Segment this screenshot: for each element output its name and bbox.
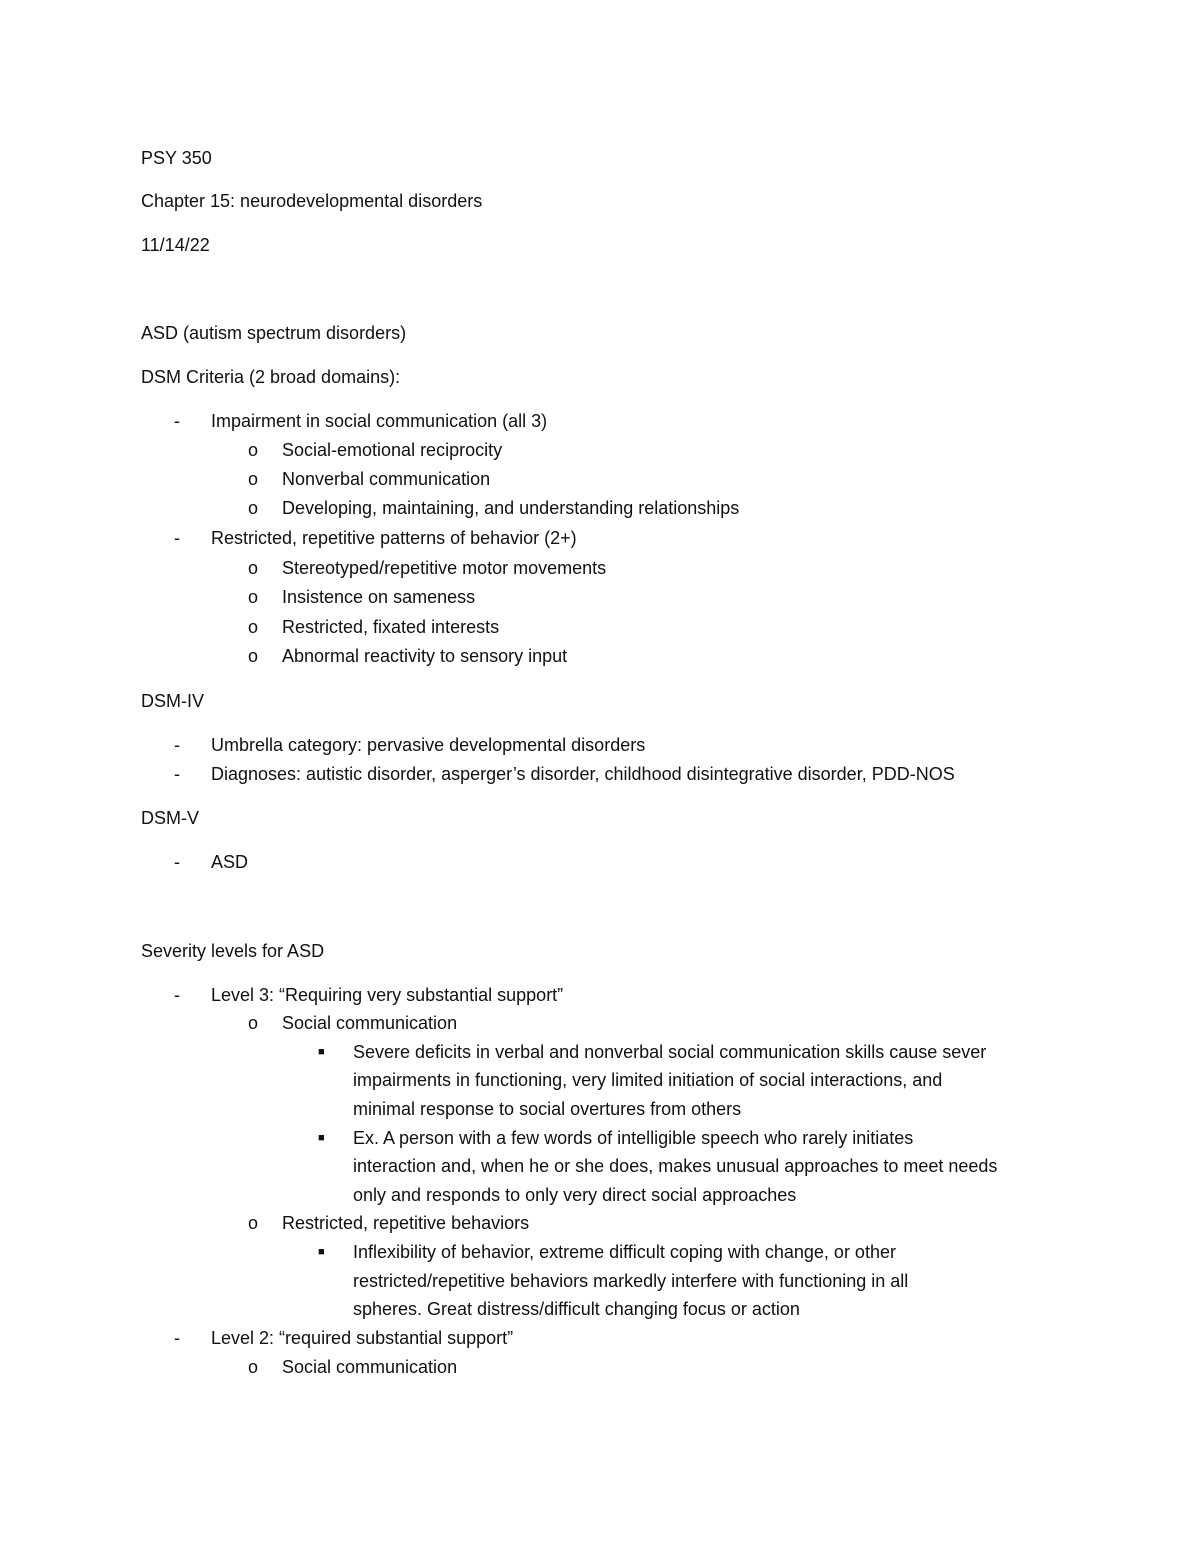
course-title: PSY 350 xyxy=(141,148,212,168)
dash-bullet: - xyxy=(174,1328,180,1348)
list-item: Level 3: “Requiring very substantial support” xyxy=(211,985,564,1005)
list-item-line: impairments in functioning, very limited initiation of social interactions, and xyxy=(353,1070,943,1090)
dash-bullet: - xyxy=(174,735,180,755)
list-item-line: restricted/repetitive behaviors markedly interfere with functioning in all xyxy=(353,1271,909,1291)
dash-bullet: - xyxy=(174,764,180,784)
dash-bullet: - xyxy=(174,528,180,548)
dsm5-heading: DSM-V xyxy=(141,808,199,828)
chapter-title: Chapter 15: neurodevelopmental disorders xyxy=(141,191,483,211)
list-item: Restricted, repetitive behaviors xyxy=(282,1213,530,1233)
list-item-line: Inflexibility of behavior, extreme difficult coping with change, or other xyxy=(353,1242,896,1262)
list-item-line: only and responds to only very direct social approaches xyxy=(353,1185,797,1205)
dash-bullet: - xyxy=(174,985,180,1005)
list-item: Developing, maintaining, and understanding relationships xyxy=(282,498,740,518)
list-item: Umbrella category: pervasive developmental disorders xyxy=(211,735,646,755)
list-item: Level 2: “required substantial support” xyxy=(211,1328,514,1348)
circle-bullet: o xyxy=(248,646,259,666)
list-item-line: Ex. A person with a few words of intelligible speech who rarely initiates xyxy=(353,1128,914,1148)
circle-bullet: o xyxy=(248,617,259,637)
dash-bullet: - xyxy=(174,411,180,431)
list-item: Abnormal reactivity to sensory input xyxy=(282,646,568,666)
list-item: Social communication xyxy=(282,1013,458,1033)
circle-bullet: o xyxy=(248,1213,259,1233)
circle-bullet: o xyxy=(248,1357,259,1377)
dash-bullet: - xyxy=(174,852,180,872)
list-item: Insistence on sameness xyxy=(282,587,476,607)
circle-bullet: o xyxy=(248,587,259,607)
list-item: Diagnoses: autistic disorder, asperger’s disorder, childhood disintegrative disorder, PDD-NOS xyxy=(211,764,955,784)
list-item: ASD xyxy=(211,852,249,872)
severity-heading: Severity levels for ASD xyxy=(141,941,325,961)
list-item: Impairment in social communication (all 3) xyxy=(211,411,548,431)
list-item: Social communication xyxy=(282,1357,458,1377)
list-item-line: Severe deficits in verbal and nonverbal social communication skills cause sever xyxy=(353,1042,987,1062)
list-item: Restricted, repetitive patterns of behavior (2+) xyxy=(211,528,577,548)
asd-title: ASD (autism spectrum disorders) xyxy=(141,323,407,343)
date: 11/14/22 xyxy=(141,235,210,255)
list-item: Social-emotional reciprocity xyxy=(282,440,503,460)
circle-bullet: o xyxy=(248,1013,259,1033)
square-bullet: ■ xyxy=(318,1132,325,1144)
square-bullet: ■ xyxy=(318,1046,325,1058)
circle-bullet: o xyxy=(248,469,259,489)
list-item-line: interaction and, when he or she does, makes unusual approaches to meet needs xyxy=(353,1156,998,1176)
square-bullet: ■ xyxy=(318,1246,325,1258)
list-item-line: minimal response to social overtures from others xyxy=(353,1099,742,1119)
list-item: Stereotyped/repetitive motor movements xyxy=(282,558,607,578)
criteria-heading: DSM Criteria (2 broad domains): xyxy=(141,367,401,387)
circle-bullet: o xyxy=(248,440,259,460)
list-item: Restricted, fixated interests xyxy=(282,617,500,637)
circle-bullet: o xyxy=(248,498,259,518)
list-item: Nonverbal communication xyxy=(282,469,491,489)
dsm4-heading: DSM-IV xyxy=(141,691,204,711)
list-item-line: spheres. Great distress/difficult changing focus or action xyxy=(353,1299,800,1319)
circle-bullet: o xyxy=(248,558,259,578)
